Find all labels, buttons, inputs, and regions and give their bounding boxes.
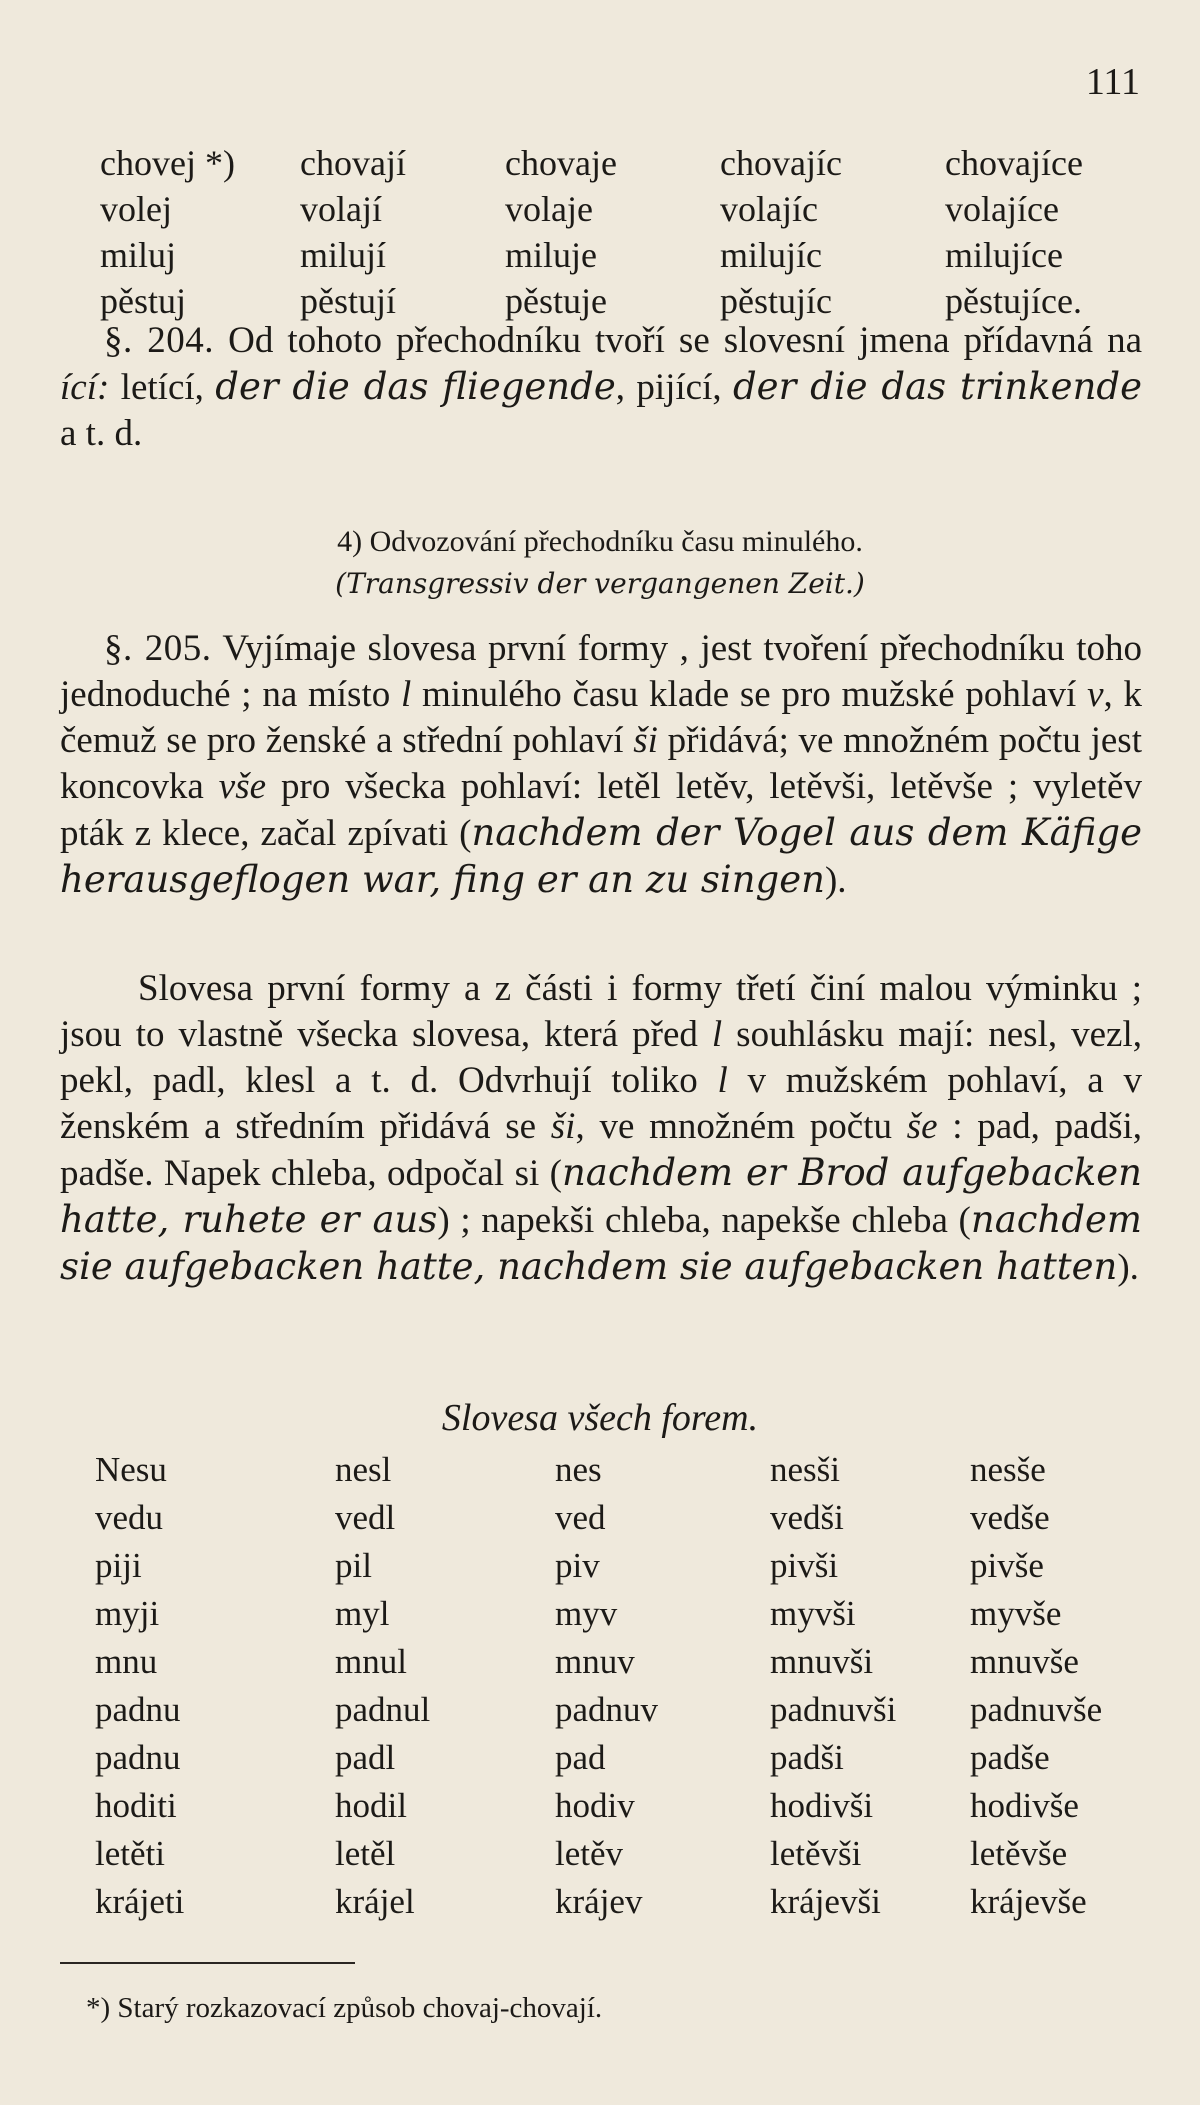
table-row: vedu vedl ved vedši vedše: [95, 1498, 1050, 1537]
verb-forms-table: [95, 1446, 1102, 1926]
table-row: hoditi hodil hodiv hodivši hodivše: [95, 1786, 1079, 1825]
table-row: Nesu nesl nes nesši nesše: [95, 1450, 1046, 1489]
table-row: miluj milují miluje milujíc milujíce: [100, 235, 1063, 275]
table-row: pěstuj pěstují pěstuje pěstujíc pěstujíce.: [100, 281, 1082, 321]
table-row: padnu padnul padnuv padnuvši padnuvše: [95, 1690, 1103, 1729]
page-number: 111: [1085, 61, 1140, 103]
table-row: volej volají volaje volajíc volajíce: [100, 189, 1059, 229]
footnote-divider: [60, 1962, 355, 1964]
table-row: myji myl myv myvši myvše: [95, 1594, 1062, 1633]
table-row: chovej *) chovají chovaje chovajíc chovajíce: [100, 143, 1083, 183]
table-row: piji pil piv pivši pivše: [95, 1546, 1044, 1585]
paragraph-205: §. 205. Vyjímaje slovesa první formy , jest tvoření přechodníku toho jednoduché ; na místo l minulého času klade se pro mužské pohlaví v, k čemuž se pro ženské a střední pohlaví ši přidává; ve množném počtu jest koncovka vše pro všecka pohlaví: letěl letěv, letěvši, letěvše ; vyletěv pták z klece, začal zpívati (nachdem der Vogel aus dem Käfige herausgeflogen war, fing er an zu singen).: [60, 628, 1142, 901]
section-subheading: (Transgressiv der vergangenen Zeit.): [335, 567, 865, 600]
verb-table-title: Slovesa všech forem.: [441, 1397, 759, 1439]
footnote: *) Starý rozkazovací způsob chovaj-chovají.: [86, 1992, 603, 2024]
table-row: krájeti krájel krájev krájevši krájevše: [95, 1882, 1087, 1921]
imperative-forms-table: [100, 140, 1150, 324]
section-heading: 4) Odvozování přechodníku času minulého.: [337, 525, 863, 558]
table-row: padnu padl pad padši padše: [95, 1738, 1050, 1777]
paragraph-slovesa: Slovesa první formy a z části i formy třetí činí malou výminku ; jsou to vlastně všecka slovesa, která před l souhlásku mají: nesl, vezl, pekl, padl, klesl a t. d. Odvrhují toliko l v mužském pohlaví, a v ženském a středním přidává se ši, ve množném počtu še : pad, padši, padše. Napek chleba, odpočal si (nachdem er Brod aufgebacken hatte, ruhete er aus) ; napekši chleba, napekše chleba (nachdem sie aufgebacken hatte, nachdem sie aufgebacken hatten).: [60, 968, 1142, 1288]
table-row: letěti letěl letěv letěvši letěvše: [95, 1834, 1068, 1873]
table-row: mnu mnul mnuv mnuvši mnuvše: [95, 1642, 1079, 1681]
paragraph-204: §. 204. Od tohoto přechodníku tvoří se slovesní jmena přídavná na ící: letící, der die das fliegende, pijící, der die das trinkende a t. d.: [60, 320, 1143, 454]
